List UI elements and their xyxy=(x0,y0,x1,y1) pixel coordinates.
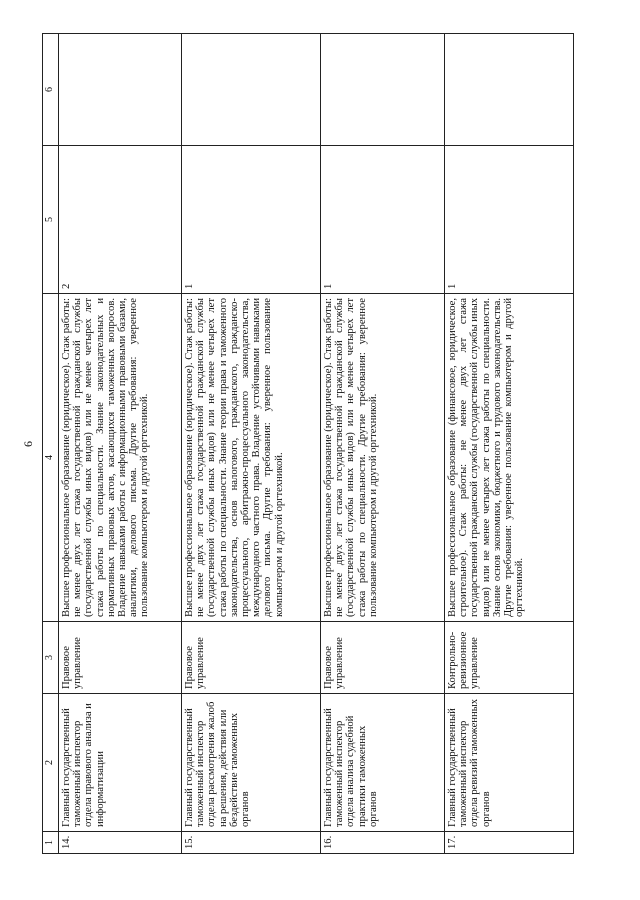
department-cell: Правовое управление xyxy=(321,622,445,694)
header-cell-6: 6 xyxy=(43,34,59,146)
department-cell: Правовое управление xyxy=(182,622,321,694)
header-cell-1: 1 xyxy=(43,832,59,854)
notes-cell xyxy=(59,34,182,146)
requirements-cell: Высшее профессиональное образование (финансовое, юридическое, строительное). Стаж работы: не менее двух лет стажа государственной гражданской службы (государственной службы иных видов) или не менее четырех лет стажа работы по специальности. Знание основ экономики, бюджетного и трудового законодательства. Другие требования: уверенное пользование компьютером и другой оргтехникой. xyxy=(445,294,574,622)
row-number: 15. xyxy=(182,832,321,854)
page-number: 6 xyxy=(21,441,35,447)
table-row xyxy=(182,34,321,854)
position-cell: Главный государственный таможенный инспектор отдела ревизий таможенных органов xyxy=(445,694,574,832)
department-cell: Правовое управление xyxy=(59,622,182,694)
vacancy-count-cell: 1 xyxy=(321,146,445,294)
vacancy-count-cell: 1 xyxy=(182,146,321,294)
table-row xyxy=(445,34,574,854)
requirements-cell: Высшее профессиональное образование (юридическое). Стаж работы: не менее двух лет стажа государственной гражданской службы (государственной службы иных видов) или не менее четырех лет стажа работы по специальности. Другие требования: уверенное пользование компьютером и другой оргтехникой. xyxy=(321,294,445,622)
row-number: 16. xyxy=(321,832,445,854)
header-cell-4: 4 xyxy=(43,294,59,622)
department-cell: Контрольно-ревизионное управление xyxy=(445,622,574,694)
notes-cell xyxy=(321,34,445,146)
position-cell: Главный государственный таможенный инспектор отдела правового анализа и информатизации xyxy=(59,694,182,832)
vacancy-count-cell: 1 xyxy=(445,146,574,294)
header-cell-5: 5 xyxy=(43,146,59,294)
position-cell: Главный государственный таможенный инспектор отдела рассмотрения жалоб на решения, действия или бездействие таможенных органов xyxy=(182,694,321,832)
position-cell: Главный государственный таможенный инспектор отдела анализа судебной практики таможенных органов xyxy=(321,694,445,832)
vacancy-table xyxy=(42,33,574,854)
requirements-cell: Высшее профессиональное образование (юридическое). Стаж работы: не менее двух лет стажа государственной гражданской службы (государственной службы иных видов) или не менее четырех лет стажа работы по специальности. Знание теории права и таможенного законодательства, основ налогового, гражданского, гражданско-процессуального, арбитражно-процессуального законодательства, международного частного права. Владение устойчивыми навыками делового письма. Другие требования: уверенное пользование компьютером и другой оргтехникой. xyxy=(182,294,321,622)
header-cell-3: 3 xyxy=(43,622,59,694)
table-row xyxy=(59,34,182,854)
table-row xyxy=(321,34,445,854)
notes-cell xyxy=(182,34,321,146)
header-cell-2: 2 xyxy=(43,694,59,832)
table-header-row xyxy=(43,34,59,854)
requirements-cell: Высшее профессиональное образование (юридическое). Стаж работы: не менее двух лет стажа государственной гражданской службы (государственной службы иных видов) или не менее четырех лет стажа работы по специальности. Знание законодательных и нормативных правовых актов, касающихся таможенных вопросов. Владение навыками работы с информационными правовыми базами, аналитики, делового письма. Другие требования: уверенное пользование компьютером и другой оргтехникой. xyxy=(59,294,182,622)
notes-cell xyxy=(445,34,574,146)
rotated-table-block xyxy=(21,34,600,854)
row-number: 17. xyxy=(445,832,574,854)
row-number: 14. xyxy=(59,832,182,854)
vacancy-count-cell: 2 xyxy=(59,146,182,294)
